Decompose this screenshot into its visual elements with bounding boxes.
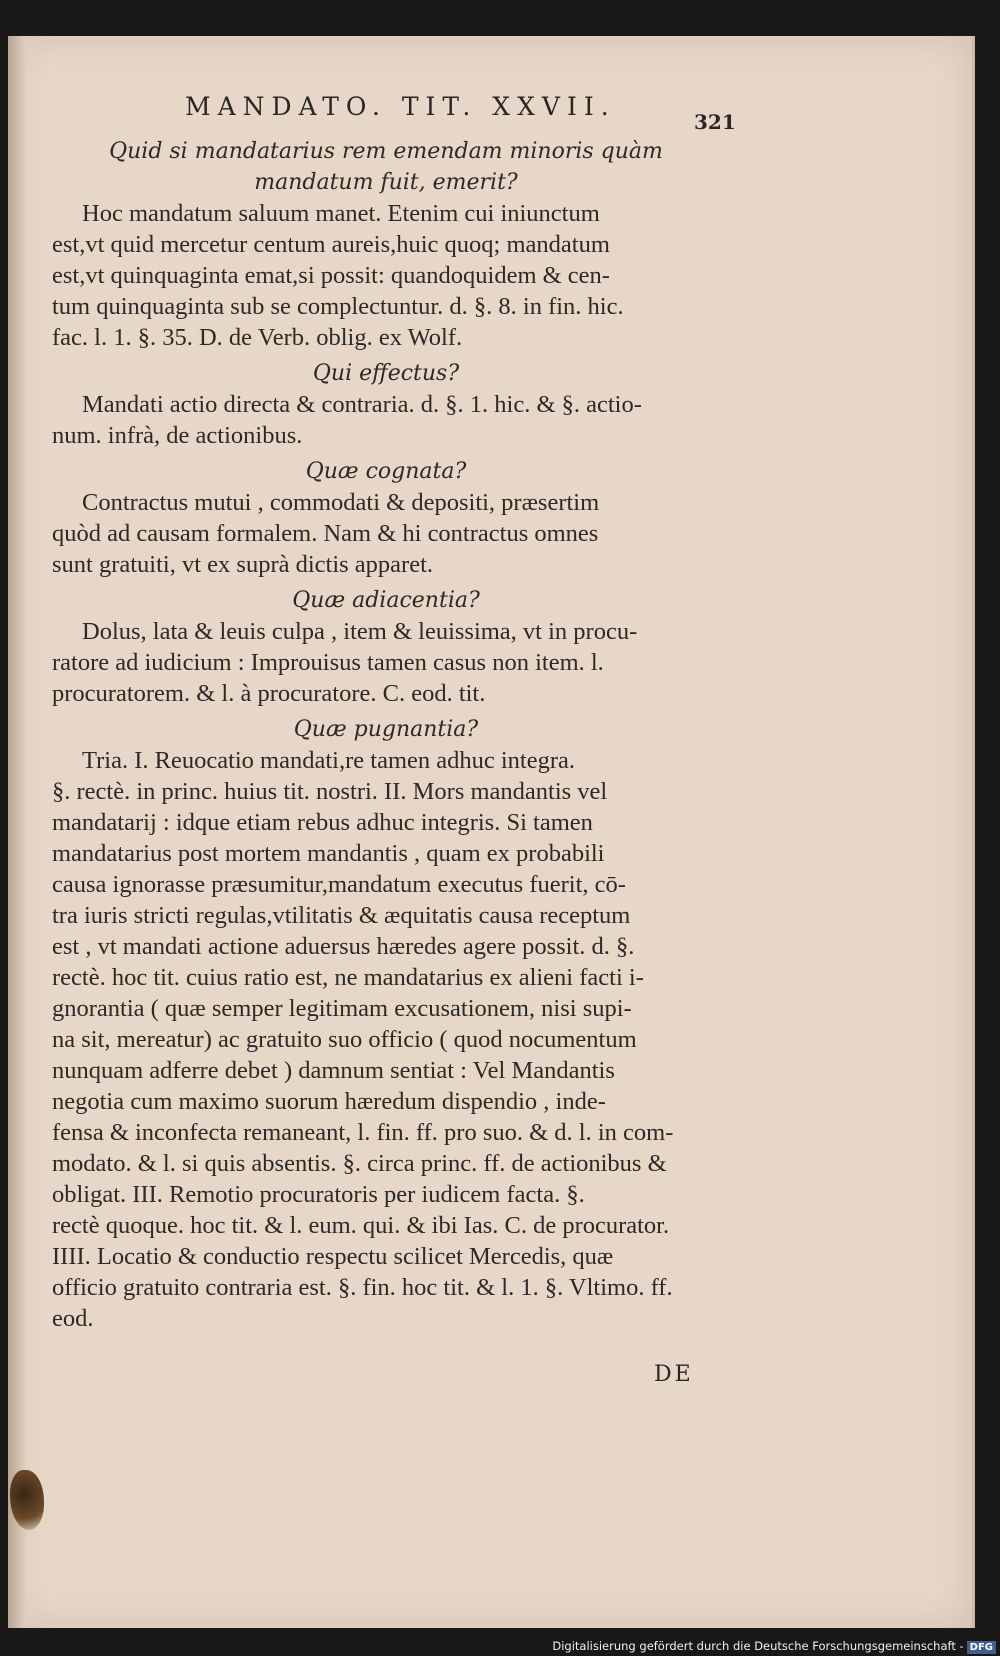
dfg-logo: DFG (967, 1641, 996, 1654)
credit-text: Digitalisierung gefördert durch die Deutsche Forschungsgemeinschaft - (552, 1639, 964, 1653)
answer-paragraph (52, 616, 720, 709)
text-line: negotia cum maximo suorum hæredum dispendio , inde- (52, 1088, 606, 1115)
heading-line: Qui effectus? (312, 361, 460, 386)
text-column (52, 136, 720, 1339)
text-line: est,vt quid mercetur centum aureis,huic quoq; mandatum (52, 231, 610, 258)
text-line: sunt gratuiti, vt ex suprà dictis apparet. (52, 551, 434, 578)
text-line: Mandati actio directa & contraria. d. §. 1. hic. & §. actio- (82, 391, 642, 418)
digitization-credit (552, 1639, 996, 1654)
text-line: causa ignorasse præsumitur,mandatum executus fuerit, cō- (52, 871, 626, 898)
text-line: modato. & l. si quis absentis. §. circa princ. ff. de actionibus & (52, 1150, 667, 1177)
text-line: fac. l. 1. §. 35. D. de Verb. oblig. ex Wolf. (52, 324, 463, 351)
text-line: mandatarij : idque etiam rebus adhuc integris. Si tamen (52, 809, 593, 836)
text-line: rectè quoque. hoc tit. & l. eum. qui. & ibi Ias. C. de procurator. (52, 1212, 670, 1239)
heading-line: Quæ pugnantia? (293, 717, 479, 742)
text-line: eod. (52, 1305, 94, 1332)
text-line: Tria. I. Reuocatio mandati,re tamen adhuc integra. (82, 747, 576, 774)
question-heading (52, 585, 720, 616)
text-line: Contractus mutui , commodati & depositi, præsertim (82, 489, 600, 516)
text-line: quòd ad causam formalem. Nam & hi contractus omnes (52, 520, 599, 547)
text-line: §. rectè. in princ. huius tit. nostri. II. Mors mandantis vel (52, 778, 608, 805)
text-line: fensa & inconfecta remaneant, l. fin. ff. pro suo. & d. l. in com- (52, 1119, 674, 1146)
question-heading (52, 358, 720, 389)
text-line: Hoc mandatum saluum manet. Etenim cui iniunctum (82, 200, 600, 227)
catchword: DE (654, 1362, 694, 1387)
running-head: MANDATO. TIT. XXVII. (185, 92, 616, 121)
heading-line: Quid si mandatarius rem emendam minoris quàm (109, 139, 663, 164)
text-line: nunquam adferre debet ) damnum sentiat : Vel Mandantis (52, 1057, 615, 1084)
text-line: rectè. hoc tit. cuius ratio est, ne mandatarius ex alieni facti i- (52, 964, 644, 991)
text-line: Dolus, lata & leuis culpa , item & leuissima, vt in procu- (82, 618, 638, 645)
answer-paragraph (52, 745, 720, 1334)
text-line: na sit, mereatur) ac gratuito suo officio ( quod nocumentum (52, 1026, 637, 1053)
heading-line: mandatum fuit, emerit? (254, 170, 518, 195)
text-line: gnorantia ( quæ semper legitimam excusationem, nisi supi- (52, 995, 632, 1022)
text-line: procuratorem. & l. à procuratore. C. eod. tit. (52, 680, 486, 707)
question-heading (52, 456, 720, 487)
question-heading (52, 136, 720, 198)
text-line: est , vt mandati actione aduersus hæredes agere possit. d. §. (52, 933, 635, 960)
question-heading (52, 714, 720, 745)
text-line: tum quinquaginta sub se complectuntur. d. §. 8. in fin. hic. (52, 293, 624, 320)
heading-line: Quæ cognata? (305, 459, 467, 484)
text-line: ratore ad iudicium : Improuisus tamen casus non item. l. (52, 649, 604, 676)
heading-line: Quæ adiacentia? (292, 588, 480, 613)
text-line: IIII. Locatio & conductio respectu scilicet Mercedis, quæ (52, 1243, 614, 1270)
answer-paragraph (52, 389, 720, 451)
answer-paragraph (52, 198, 720, 353)
text-line: tra iuris stricti regulas,vtilitatis & æquitatis causa receptum (52, 902, 631, 929)
text-line: obligat. III. Remotio procuratoris per iudicem facta. §. (52, 1181, 585, 1208)
page-gutter-shadow (8, 36, 26, 1628)
text-line: est,vt quinquaginta emat,si possit: quandoquidem & cen- (52, 262, 610, 289)
text-line: officio gratuito contraria est. §. fin. hoc tit. & l. 1. §. Vltimo. ff. (52, 1274, 673, 1301)
text-line: mandatarius post mortem mandantis , quam ex probabili (52, 840, 605, 867)
text-line: num. infrà, de actionibus. (52, 422, 303, 449)
answer-paragraph (52, 487, 720, 580)
page-number: 321 (694, 110, 736, 134)
